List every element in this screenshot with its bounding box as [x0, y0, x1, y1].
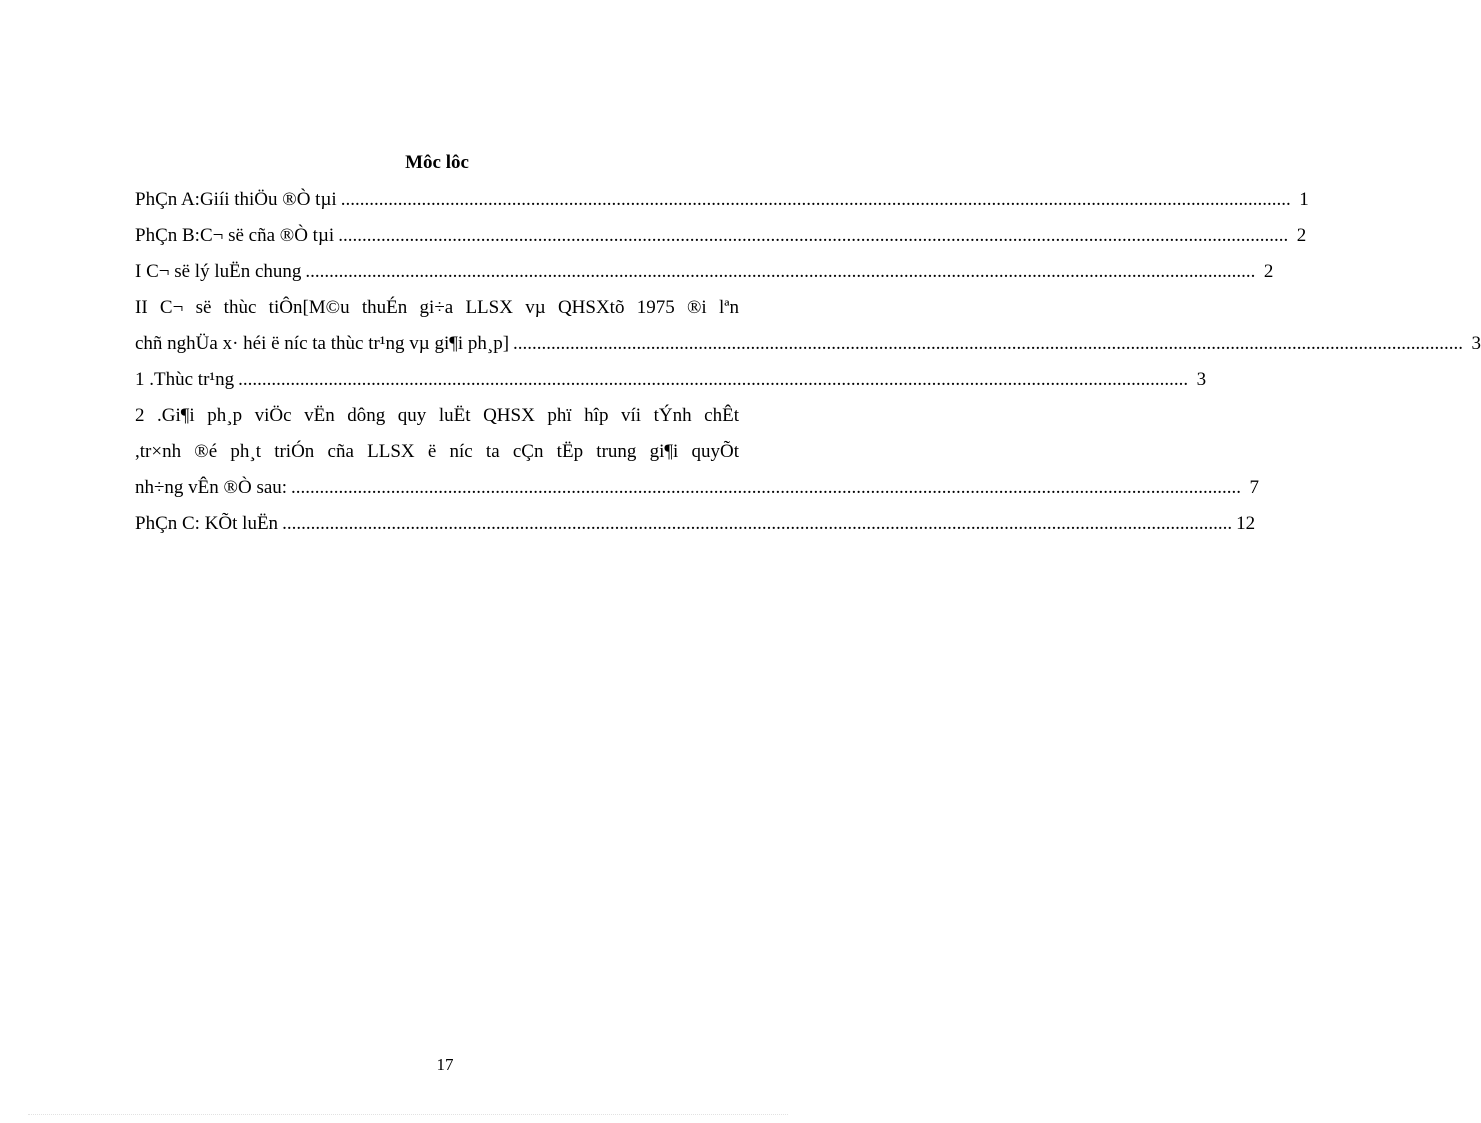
page-number: 17 [436, 1055, 454, 1074]
toc-dot-leader: ........................................................................................................................................................................................................ [282, 513, 1233, 534]
toc-entry-line [135, 258, 1274, 294]
toc-entry-page: 12 [1236, 513, 1256, 534]
table-of-contents [135, 186, 1481, 546]
toc-entry-page: 3 [1196, 369, 1207, 390]
toc-entry-text: nh÷ng vÊn ®Ò sau: [135, 477, 288, 498]
toc-entry[interactable] [135, 186, 1309, 222]
toc-dot-leader: ........................................................................................................................................................................................................ [340, 189, 1291, 210]
toc-entry[interactable] [135, 366, 1207, 402]
toc-entry-page: 1 [1299, 189, 1309, 210]
toc-entry-page: 2 [1263, 261, 1274, 282]
toc-entry-line [135, 474, 1260, 510]
toc-entry-page: 2 [1296, 225, 1307, 246]
toc-entry-text: I C¬ së lý luËn chung [135, 261, 302, 282]
toc-entry-line: 2 .Gi¶i ph¸p viÖc vËn dông quy luËt QHSX phï hîp víi tÝnh chÊt [135, 405, 739, 426]
toc-entry-line: II C¬ së thùc tiÔn[M©u thuÉn gi÷a LLSX vµ QHSXtõ 1975 ®i lªn [135, 297, 739, 318]
toc-entry-line [135, 366, 1207, 402]
toc-entry-text: chñ nghÜa x· héi ë níc ta thùc tr¹ng vµ gi¶i ph¸p] [135, 333, 510, 354]
toc-entry-line [135, 330, 1481, 366]
toc-entry-text: PhÇn B:C¬ së cña ®Ò tµi [135, 225, 335, 246]
toc-dot-leader: ........................................................................................................................................................................................................ [291, 477, 1242, 498]
toc-entry[interactable] [135, 294, 1481, 366]
toc-entry-line: ,tr×nh ®é ph¸t triÓn cña LLSX ë níc ta cÇn tËp trung gi¶i quyÕt [135, 441, 739, 462]
toc-dot-leader: ........................................................................................................................................................................................................ [305, 261, 1256, 282]
toc-entry-text: PhÇn A:Giíi thiÖu ®Ò tµi [135, 189, 337, 210]
toc-dot-leader: ........................................................................................................................................................................................................ [238, 369, 1189, 390]
toc-dot-leader: ........................................................................................................................................................................................................ [513, 333, 1464, 354]
toc-entry-page: 7 [1249, 477, 1260, 498]
page-bottom-divider [28, 1114, 788, 1115]
toc-dot-leader: ........................................................................................................................................................................................................ [338, 225, 1289, 246]
toc-entry[interactable] [135, 258, 1274, 294]
toc-entry[interactable] [135, 222, 1307, 258]
toc-entry-text: PhÇn C: KÕt luËn [135, 513, 279, 534]
toc-title: Môc lôc [405, 152, 469, 173]
toc-entry-page: 3 [1471, 333, 1481, 354]
toc-entry[interactable] [135, 510, 1256, 546]
toc-entry-line [135, 222, 1307, 258]
toc-entry-line [135, 510, 1256, 546]
toc-entry-line [135, 186, 1309, 222]
toc-entry-text: 1 .Thùc tr¹ng [135, 369, 235, 390]
toc-entry[interactable] [135, 402, 1260, 510]
